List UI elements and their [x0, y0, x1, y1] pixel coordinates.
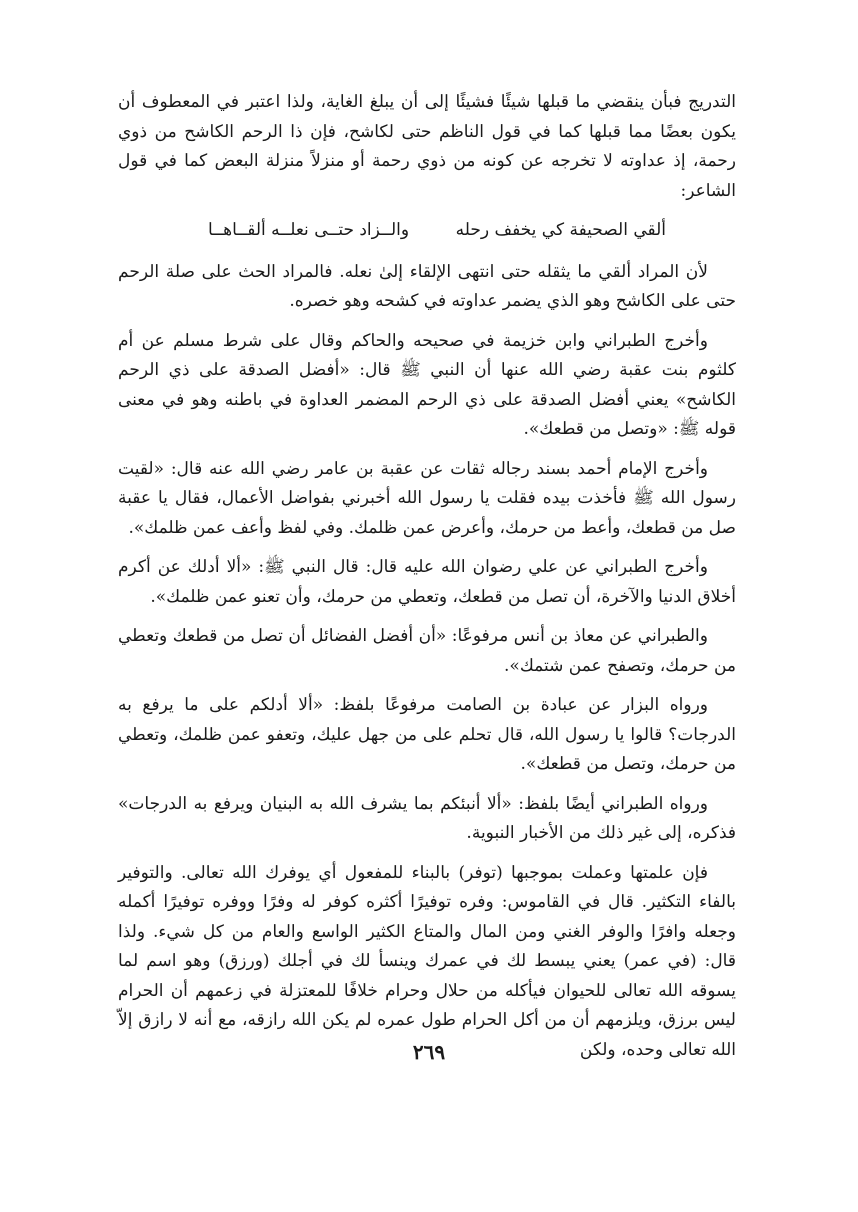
paragraph-8: ورواه الطبراني أيضًا بلفظ: «ألا أنبئكم بما يشرف الله به البنيان ويرفع به الدرجات» فذكره، إلى غير ذلك من الأخبار النبوية. [118, 793, 736, 843]
paragraph-9: فإن علمتها وعملت بموجبها (توفر) بالبناء للمفعول أي يوفرك الله تعالى. والتوفير بالفاء التكثير. قال في القاموس: وفره توفيرًا أكثره كوفر له وفرًا ووفره توفيرًا أكمله وجعله وافرًا والوفر الغني ومن المال والمتاع الكثير الواسع والعام من كل شيء. ولذا قال: (في عمر) يعني يبسط لك في عمرك وينسأ لك في أجلك (ورزق) وهو اسم لما يسوقه الله تعالى للحيوان فيأكله من حلال وحرام خلافًا للمعتزلة في زعمهم أن الحرام ليس برزق، ويلزمهم أن من أكل الحرام طول عمره لم يكن الله رازقه، مع أنه لا رازق إلاّ الله تعالى وحده، ولكن [118, 862, 736, 1060]
poetry-verse [118, 216, 736, 246]
paragraph-6: والطبراني عن معاذ بن أنس مرفوعًا: «أن أفضل الفضائل أن تصل من قطعك وتعطي من حرمك، وتصفح عمن شتمك». [118, 626, 736, 676]
page-number: ٢٦٩ [412, 1040, 446, 1064]
paragraph-3: وأخرج الطبراني وابن خزيمة في صحيحه والحاكم وقال على شرط مسلم عن أم كلثوم بنت عقبة رضي الله عنها أن النبي ﷺ قال: «أفضل الصدقة على ذي الرحم الكاشح» يعني أفضل الصدقة على ذي الرحم المضمر العداوة في باطنه وهو في معنى قوله ﷺ: «وتصل من قطعك». [118, 330, 736, 439]
paragraph-2: لأن المراد ألقي ما يثقله حتى انتهى الإلقاء إلىٰ نعله. فالمراد الحث على صلة الرحم حتى على الكاشح وهو الذي يضمر عداوته في كشحه وهو خصره. [118, 261, 736, 311]
verse-right-hemistich: ألقي الصحيفة كي يخفف رحله [455, 220, 666, 240]
paragraph-7: ورواه البزار عن عبادة بن الصامت مرفوعًا بلفظ: «ألا أدلكم على ما يرفع به الدرجات؟ قالوا يا رسول الله، قال تحلم على من جهل عليك، وتعفو عمن ظلمك، وتعطي من حرمك، وتصل من قطعك». [118, 695, 736, 774]
paragraph-1: التدريج فبأن ينقضي ما قبلها شيئًا فشيئًا إلى أن يبلغ الغاية، ولذا اعتبر في المعطوف أن يكون بعضًا مما قبلها كما في قول الناظم حتى لكاشح، فإن ذا الرحم الكاشح من ذوي رحمة، إذ عداوته لا تخرجه عن كونه من ذوي رحمة أو منزلاً منزلة البعض كما في قول الشاعر: [118, 92, 736, 201]
paragraph-5: وأخرج الطبراني عن علي رضوان الله عليه قال: قال النبي ﷺ: «ألا أدلك عن أكرم أخلاق الدنيا والآخرة، أن تصل من قطعك، وتعطي من حرمك، وأن تعنو عمن ظلمك». [118, 557, 736, 607]
page-body [118, 88, 736, 1075]
paragraph-4: وأخرج الإمام أحمد بسند رجاله ثقات عن عقبة بن عامر رضي الله عنه قال: «لقيت رسول الله ﷺ فأخذت بيده فقلت يا رسول الله أخبرني بفواضل الأعمال، فقال يا عقبة صل من قطعك، وأعط من حرمك، وأعرض عمن ظلمك. وفي لفظ وأعف عمن ظلمك». [118, 458, 736, 538]
verse-left-hemistich: والــزاد حتــى نعلــه ألقــاهــا [208, 220, 410, 240]
